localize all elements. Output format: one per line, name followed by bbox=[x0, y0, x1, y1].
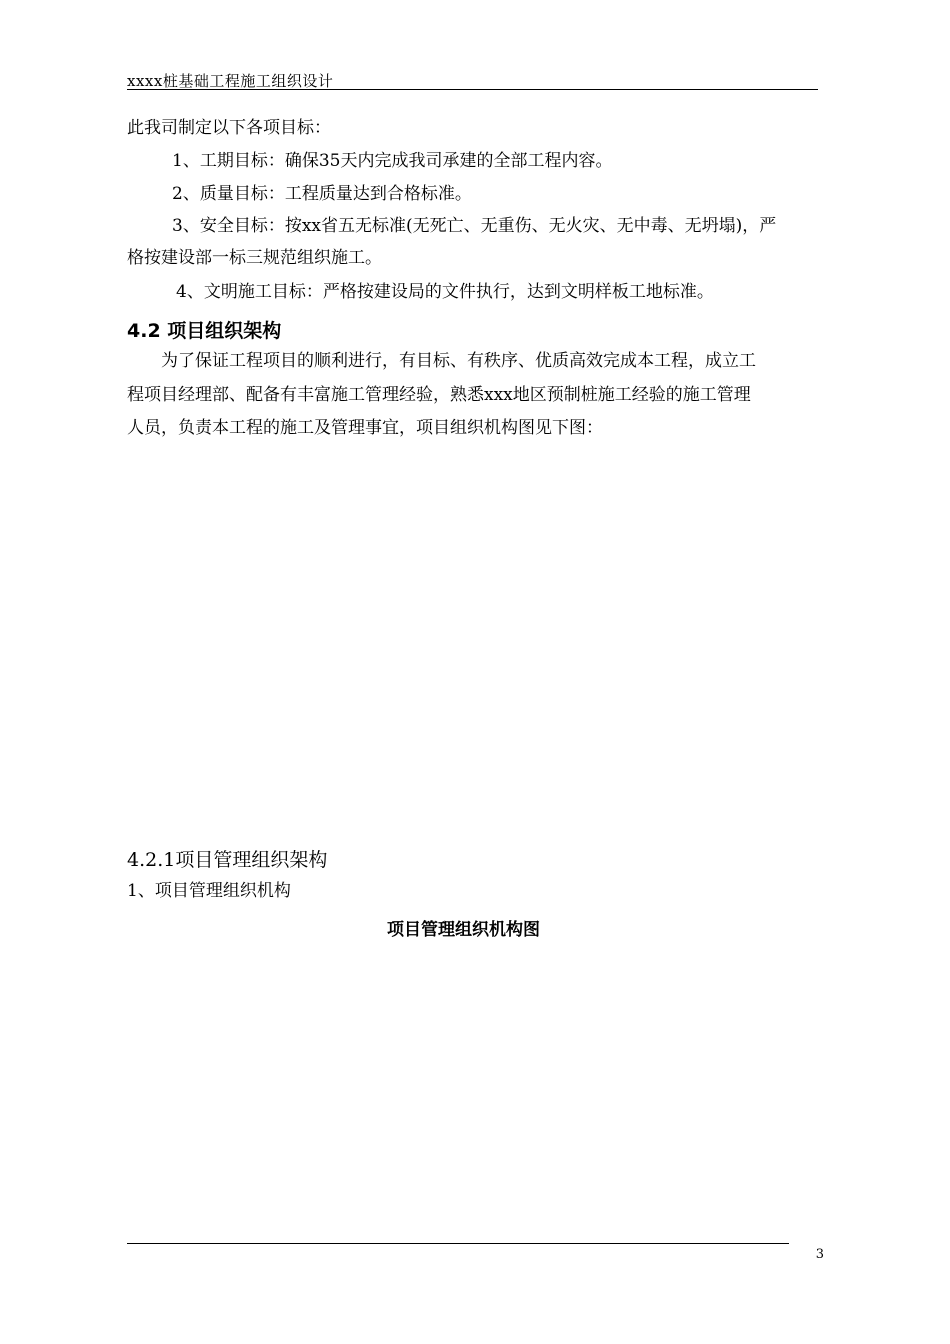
footer-rule bbox=[127, 1243, 789, 1244]
page-number: 3 bbox=[815, 1247, 824, 1262]
goal-safety: 3、安全目标：按xx省五无标准(无死亡、无重伤、无火灾、无中毒、无坍塌)，严 bbox=[172, 216, 777, 236]
paragraph-line-2: 程项目经理部、配备有丰富施工管理经验，熟悉xxx地区预制桩施工经验的施工管理 bbox=[127, 385, 751, 405]
paragraph-line-3: 人员，负责本工程的施工及管理事宜，项目组织机构图见下图： bbox=[127, 418, 603, 438]
intro-line: 此我司制定以下各项目标： bbox=[127, 118, 331, 138]
goal-schedule: 1、工期目标：确保35天内完成我司承建的全部工程内容。 bbox=[172, 151, 613, 171]
goal-quality: 2、质量目标：工程质量达到合格标准。 bbox=[172, 184, 472, 204]
goal-civilized: 4、文明施工目标：严格按建设局的文件执行，达到文明样板工地标准。 bbox=[176, 282, 714, 302]
list-item-org: 1、项目管理组织机构 bbox=[127, 881, 291, 901]
section-heading-4-2: 4.2 项目组织架构 bbox=[127, 320, 282, 342]
section-heading-4-2-1: 4.2.1项目管理组织架构 bbox=[127, 849, 328, 871]
page-header-title: xxxx桩基础工程施工组织设计 bbox=[127, 72, 334, 90]
paragraph-line-1: 为了保证工程项目的顺利进行，有目标、有秩序、优质高效完成本工程，成立工 bbox=[161, 351, 756, 371]
header-rule bbox=[127, 89, 818, 90]
goal-safety-cont: 格按建设部一标三规范组织施工。 bbox=[127, 248, 382, 268]
figure-caption: 项目管理组织机构图 bbox=[387, 920, 540, 940]
